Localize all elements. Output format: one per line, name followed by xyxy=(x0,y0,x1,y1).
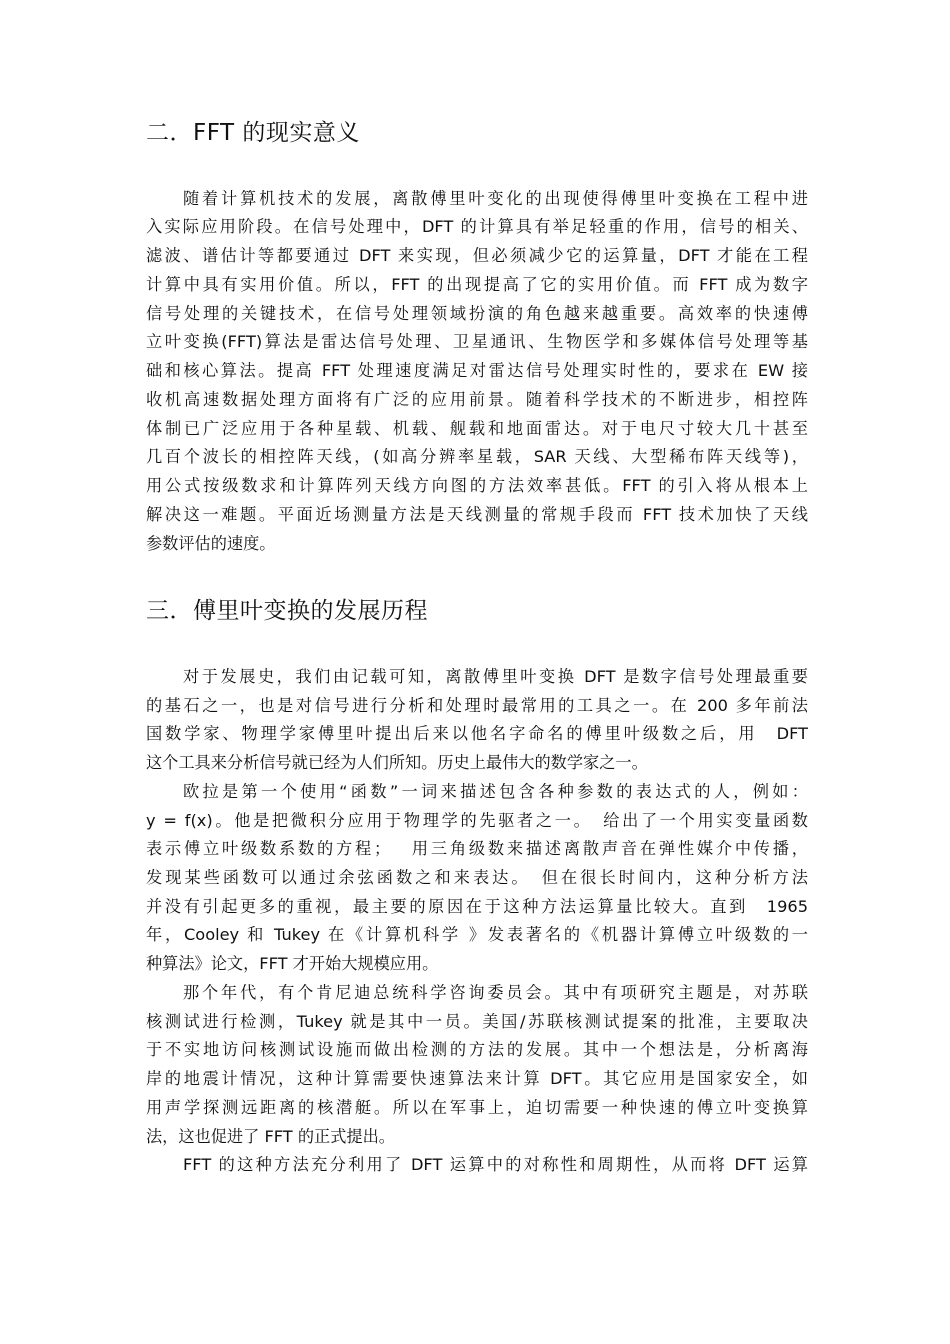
text-line: 几百个波长的相控阵天线，(如高分辨率星载，SAR 天线、大型稀布阵天线等)， xyxy=(146,447,808,466)
text-line: 参数评估的速度。 xyxy=(146,534,276,553)
text-line: 立叶变换(FFT)算法是雷达信号处理、卫星通讯、生物医学和多媒体信号处理等基 xyxy=(146,332,808,351)
text-line: 法，这也促进了 FFT 的正式提出。 xyxy=(146,1127,395,1146)
text-line: 岸的地震计情况，这种计算需要快速算法来计算 DFT。其它应用是国家安全，如 xyxy=(146,1069,808,1088)
text-line: 体制已广泛应用于各种星载、机载、舰载和地面雷达。对于电尺寸较大几十甚至 xyxy=(146,419,808,438)
text-line: 欧拉是第一个使用“函数”一词来描述包含各种参数的表达式的人，例如： xyxy=(183,782,808,801)
text-line: 用公式按级数求和计算阵列天线方向图的方法效率甚低。FFT 的引入将从根本上 xyxy=(146,476,808,495)
text-line: 种算法》论文，FFT 才开始大规模应用。 xyxy=(146,954,439,973)
text-line: 滤波、谱估计等都要通过 DFT 来实现，但必须减少它的运算量，DFT 才能在工程 xyxy=(146,246,808,265)
section-heading: 三．傅里叶变换的发展历程 xyxy=(146,598,428,624)
text-line: 收机高速数据处理方面将有广泛的应用前景。随着科学技术的不断进步，相控阵 xyxy=(146,390,808,409)
text-line: 于不实地访问核测试设施而做出检测的方法的发展。其中一个想法是，分析离海 xyxy=(146,1040,808,1059)
text-line: 解决这一难题。平面近场测量方法是天线测量的常规手段而 FFT 技术加快了天线 xyxy=(146,505,808,524)
text-line: 入实际应用阶段。在信号处理中，DFT 的计算具有举足轻重的作用，信号的相关、 xyxy=(146,217,808,236)
text-line: 对于发展史，我们由记载可知，离散傅里叶变换 DFT 是数字信号处理最重要 xyxy=(183,667,808,686)
text-line: 发现某些函数可以通过余弦函数之和来表达。 但在很长时间内，这种分析方法 xyxy=(146,868,808,887)
text-line: 用声学探测远距离的核潜艇。所以在军事上，迫切需要一种快速的傅立叶变换算 xyxy=(146,1098,808,1117)
text-line: 表示傅立叶级数系数的方程； 用三角级数来描述离散声音在弹性媒介中传播， xyxy=(146,839,808,858)
text-line: 年，Cooley 和 Tukey 在《计算机科学 》发表著名的《机器计算傅立叶级数的一 xyxy=(146,925,808,944)
text-line: 础和核心算法。提高 FFT 处理速度满足对雷达信号处理实时性的，要求在 EW 接 xyxy=(146,361,808,380)
text-line: y = f(x)。他是把微积分应用于物理学的先驱者之一。 给出了一个用实变量函数 xyxy=(146,811,808,830)
text-line: 核测试进行检测，Tukey 就是其中一员。美国/苏联核测试提案的批准，主要取决 xyxy=(146,1012,808,1031)
text-line: FFT 的这种方法充分利用了 DFT 运算中的对称性和周期性，从而将 DFT 运算 xyxy=(183,1155,808,1174)
text-line: 这个工具来分析信号就已经为人们所知。历史上最伟大的数学家之一。 xyxy=(146,753,648,772)
text-line: 国数学家、物理学家傅里叶提出后来以他名字命名的傅里叶级数之后，用 DFT xyxy=(146,724,808,743)
section-heading: 二．FFT 的现实意义 xyxy=(146,120,360,146)
text-line: 那个年代，有个肯尼迪总统科学咨询委员会。其中有项研究主题是，对苏联 xyxy=(183,983,808,1002)
text-line: 信号处理的关键技术，在信号处理领域扮演的角色越来越重要。高效率的快速傅 xyxy=(146,304,808,323)
text-line: 并没有引起更多的重视，最主要的原因在于这种方法运算量比较大。直到 1965 xyxy=(146,897,808,916)
text-line: 随着计算机技术的发展，离散傅里叶变化的出现使得傅里叶变换在工程中进 xyxy=(183,189,808,208)
text-line: 计算中具有实用价值。所以，FFT 的出现提高了它的实用价值。而 FFT 成为数字 xyxy=(146,275,808,294)
text-line: 的基石之一，也是对信号进行分析和处理时最常用的工具之一。在 200 多年前法 xyxy=(146,696,808,715)
